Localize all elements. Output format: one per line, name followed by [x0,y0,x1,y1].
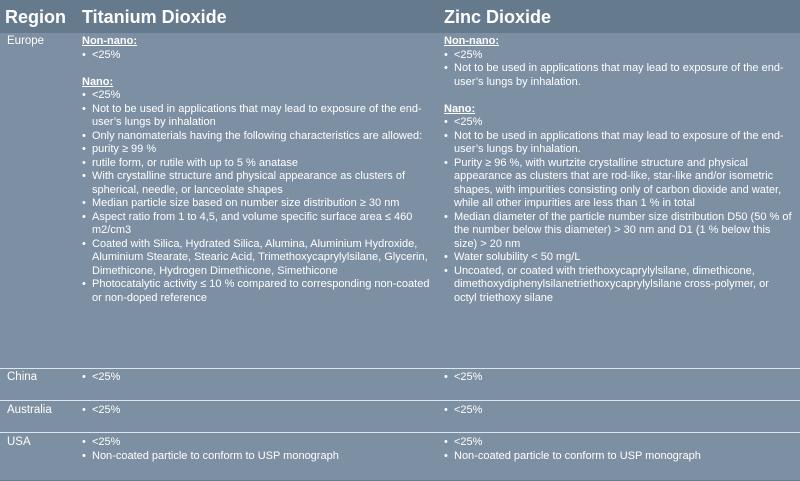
australia-zinc-list [444,404,794,418]
list-item: • Coated with Silica, Hydrated Silica, Alumina, Aluminium Hydroxide, Aluminium Stearate, Stearic Acid, Trimethoxycaprylylsilane, Glycerin, Dimethicone, Hydrogen Dimethicone, Simethicone [82,238,438,279]
list-item: • <25% [444,404,794,418]
region-label-usa: USA [7,436,31,448]
zinc-non-nano-label: Non-nano: [444,35,499,47]
titanium-non-nano-list [82,49,438,63]
list-item: • <25% [444,436,794,450]
region-label-australia: Australia [7,404,52,416]
row-europe [0,33,800,368]
zinc-nano-list [444,116,794,305]
row-australia [0,400,800,433]
list-item: • <25% [444,49,794,63]
list-item: • Non-coated particle to conform to USP monograph [444,450,794,464]
titanium-nano-label: Nano: [82,75,114,88]
list-item: • Not to be used in applications that may lead to exposure of the end-user’s lungs by inhalation. [444,130,794,157]
china-titanium-list [82,371,438,385]
header-region: Region [5,7,66,27]
list-item: • Not to be used in applications that may lead to exposure of the end-user’s lungs by inhalation. [444,62,794,89]
list-item: • Not to be used in applications that may lead to exposure of the end-user’s lungs by inhalation [82,103,438,130]
list-item: • Aspect ratio from 1 to 4,5, and volume specific surface area ≤ 460 m2/cm3 [82,211,438,238]
list-item: • <25% [82,436,438,450]
europe-titanium-cell [82,35,438,305]
table-body [0,33,800,480]
list-item: • <25% [444,371,794,385]
list-item: • Water solubility < 50 mg/L [444,251,794,265]
usa-titanium-list [82,436,438,463]
list-item: • purity ≥ 99 % [82,143,438,157]
list-item: • Only nanomaterials having the following characteristics are allowed: [82,130,438,144]
titanium-nano-list [82,89,438,305]
list-item: • With crystalline structure and physical appearance as clusters of spherical, needle, or lanceolate shapes [82,170,438,197]
header-titanium-dioxide: Titanium Dioxide [82,7,227,27]
list-item: • Non-coated particle to conform to USP monograph [82,450,438,464]
list-item: • Photocatalytic activity ≤ 10 % compared to corresponding non-coated or non-doped reference [82,278,438,305]
list-item: • <25% [82,89,438,103]
region-label-china: China [7,371,38,383]
australia-titanium-list [82,404,438,418]
row-usa [0,432,800,481]
titanium-non-nano-label: Non-nano: [82,35,137,47]
list-item: • <25% [82,404,438,418]
list-item: • Uncoated, or coated with triethoxycaprylylsilane, dimethicone, dimethoxydiphenylsilanetriethoxycaprylylsilane cross-polymer, or octyl triethoxy silane [444,265,794,306]
list-item: • Median particle size based on number size distribution ≥ 30 nm [82,197,438,211]
list-item: • rutile form, or rutile with up to 5 % anatase [82,157,438,171]
list-item: • Purity ≥ 96 %, with wurtzite crystalline structure and physical appearance as clusters that are rod-like, star-like and/or isometric shapes, with impurities consisting only of carbon dioxide and water, while all other impurities are less than 1 % in total [444,157,794,211]
row-china [0,368,800,401]
list-item: • Median diameter of the particle number size distribution D50 (50 % of the number below this diameter) > 30 nm and D1 (1 % below this size) > 20 nm [444,211,794,252]
list-item: • <25% [444,116,794,130]
list-item: • <25% [82,49,438,63]
region-label-europe: Europe [7,35,45,47]
list-item: • <25% [82,371,438,385]
china-zinc-list [444,371,794,385]
zinc-non-nano-list [444,49,794,90]
table-header [0,0,800,33]
europe-zinc-cell [444,35,794,305]
header-zinc-dioxide: Zinc Dioxide [444,7,552,27]
zinc-nano-label: Nano: [444,102,476,115]
usa-zinc-list [444,436,794,463]
